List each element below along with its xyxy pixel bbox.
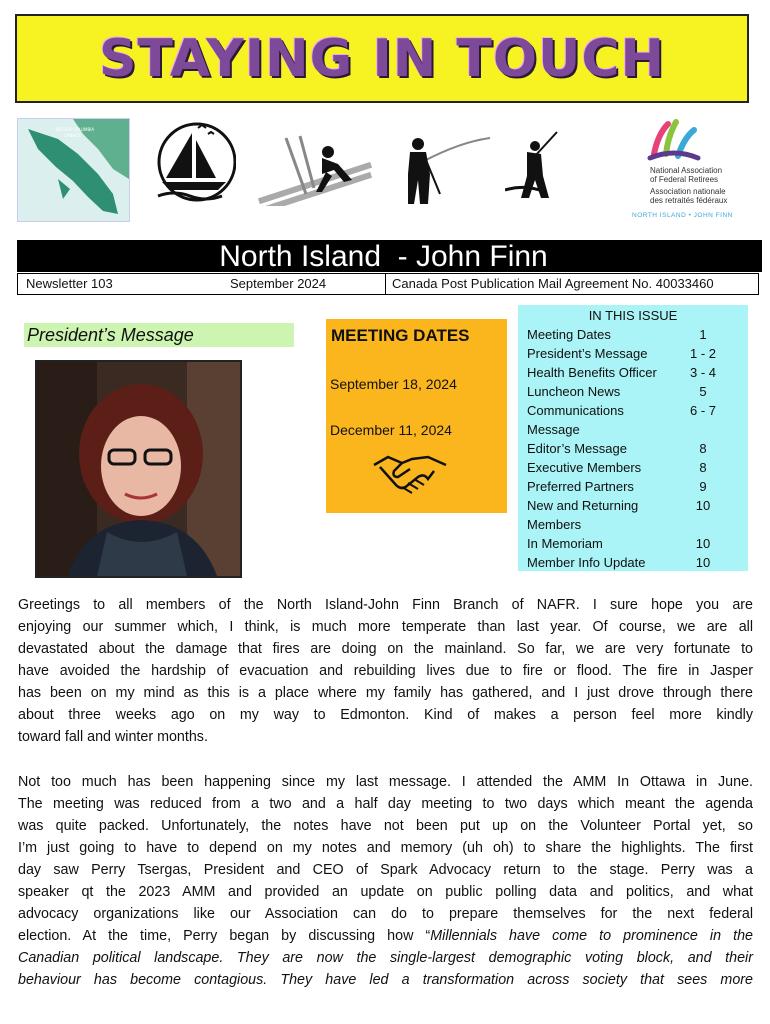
body-line: day saw Perry Tsergas, President and CEO of Spark Advocacy return to the stage. Perry was a [18,862,753,878]
toc-item-page: 10 [695,498,711,513]
toc-item-label: Member Info Update [527,555,646,570]
toc-item-page: 8 [699,460,707,475]
toc-item-page: 5 [699,384,707,399]
newsletter-title: STAYING IN TOUCH [98,28,665,89]
body-line: The meeting was reduced from a two and a half day meeting to two days which meant the agenda [18,796,753,812]
toc-item-label: Executive Members [527,460,642,475]
info-divider [385,274,386,294]
body-line: Not too much has been happening since my last message. I attended the AMM In Ottawa in June. [18,774,753,790]
nafr-logo [628,114,756,224]
meeting-dates-title: MEETING DATES [331,326,470,345]
body-line [18,925,753,947]
logo-org-en-2: of Federal Retirees [650,175,719,184]
body-line: speaker qt the 2023 AMM and provided an update on public polling data and politics, and what [18,884,753,900]
skier-icon [256,134,374,206]
president-message-heading: President’s Message [24,323,294,347]
president-photo [35,360,242,578]
toc-item-label: In Memoriam [527,536,603,551]
issue-date: September 2024 [230,276,327,291]
body-paragraph-1 [18,594,753,748]
meeting-date-2: December 11, 2024 [330,422,452,438]
toc-item-label: Members [527,517,582,532]
toc-item-label: Editor’s Message [527,441,627,456]
island-map-image [17,118,130,222]
sailboat-icon [152,118,236,204]
body-line: was quite packed. Unfortunately, the notes have not been put up on the Volunteer Portal yet, so [18,818,753,834]
body-line: has been on my mind as this is a place where my family has gathered, and I just drove through there [18,685,753,701]
branch-name: North Island - John Finn [219,240,548,273]
map-label-province: BRITISH COLUMBIA [56,127,95,132]
toc-item-page: 1 [699,327,707,342]
toc-item-page: 9 [699,479,707,494]
golfer-icon [505,130,563,206]
body-line: I’m just going to have to depend on my notes and memory (uh oh) to share the highlights. The first [18,840,753,856]
logo-org-fr-2: des retraités fédéraux [650,196,728,205]
body-line: enjoying our summer which, I think, is much more temperate than last year. Of course, we are all [18,619,753,635]
branch-bar [17,240,762,272]
issue-info-row [17,273,759,295]
in-this-issue-box [518,305,748,571]
quote-italic-line: behaviour has become contagious. They have led a transformation across society that sees more [18,972,753,988]
body-line: toward fall and winter months. [18,729,208,745]
toc-item-label: Luncheon News [527,384,621,399]
toc-item-label: President’s Message [527,346,648,361]
toc-item-page: 8 [699,441,707,456]
toc-item-label: Preferred Partners [527,479,634,494]
toc-item-page: 10 [695,555,711,570]
map-label-country: CANADA [64,133,82,138]
fisherman-icon [400,134,492,206]
body-line: have avoided the hardship of evacuation and rebuilding lives due to fire or flood. The fire in Jasper [18,663,753,679]
body-line: about three weeks ago on my way to Edmonton. Kind of makes a person feel more kindly [18,707,753,723]
mail-agreement: Canada Post Publication Mail Agreement No. 40033460 [392,276,714,291]
quote-italic-line: Canadian political landscape. They are now the single-largest demographic voting block, and their [18,950,753,966]
meeting-date-1: September 18, 2024 [330,376,457,392]
handshake-icon [372,447,448,497]
quote-italic: Millennials have come to prominence in the [430,928,754,944]
logo-org-fr-1: Association nationale [650,187,726,196]
toc-item-label: Communications [527,403,624,418]
body-line-text: election. At the time, Perry began by discussing how “ [18,928,431,944]
toc-item-page: 3 - 4 [689,365,716,380]
body-paragraph-2 [18,771,753,991]
newsletter-number: Newsletter 103 [26,276,113,291]
meeting-dates-box [326,319,507,513]
toc-item-page: 6 - 7 [689,403,716,418]
toc-item-page: 1 - 2 [689,346,716,361]
toc-item-label: Message [527,422,580,437]
toc-item-label: Meeting Dates [527,327,611,342]
toc-item-page: 10 [695,536,711,551]
in-this-issue-title: IN THIS ISSUE [588,308,678,323]
logo-branch-tag: NORTH ISLAND • JOHN FINN [632,212,733,219]
toc-item-label: Health Benefits Officer [527,365,657,380]
body-line: advocacy organizations like our Association can do to prepare themselves for the next federal [18,906,753,922]
body-line: Greetings to all members of the North Island-John Finn Branch of NAFR. I sure hope you are [18,597,753,613]
title-banner [15,14,749,103]
body-line: devastated about the damage that fires are doing on the mainland. So far, we are very fortunate to [18,641,753,657]
toc-item-label: New and Returning [527,498,639,513]
logo-org-en-1: National Association [650,166,723,175]
